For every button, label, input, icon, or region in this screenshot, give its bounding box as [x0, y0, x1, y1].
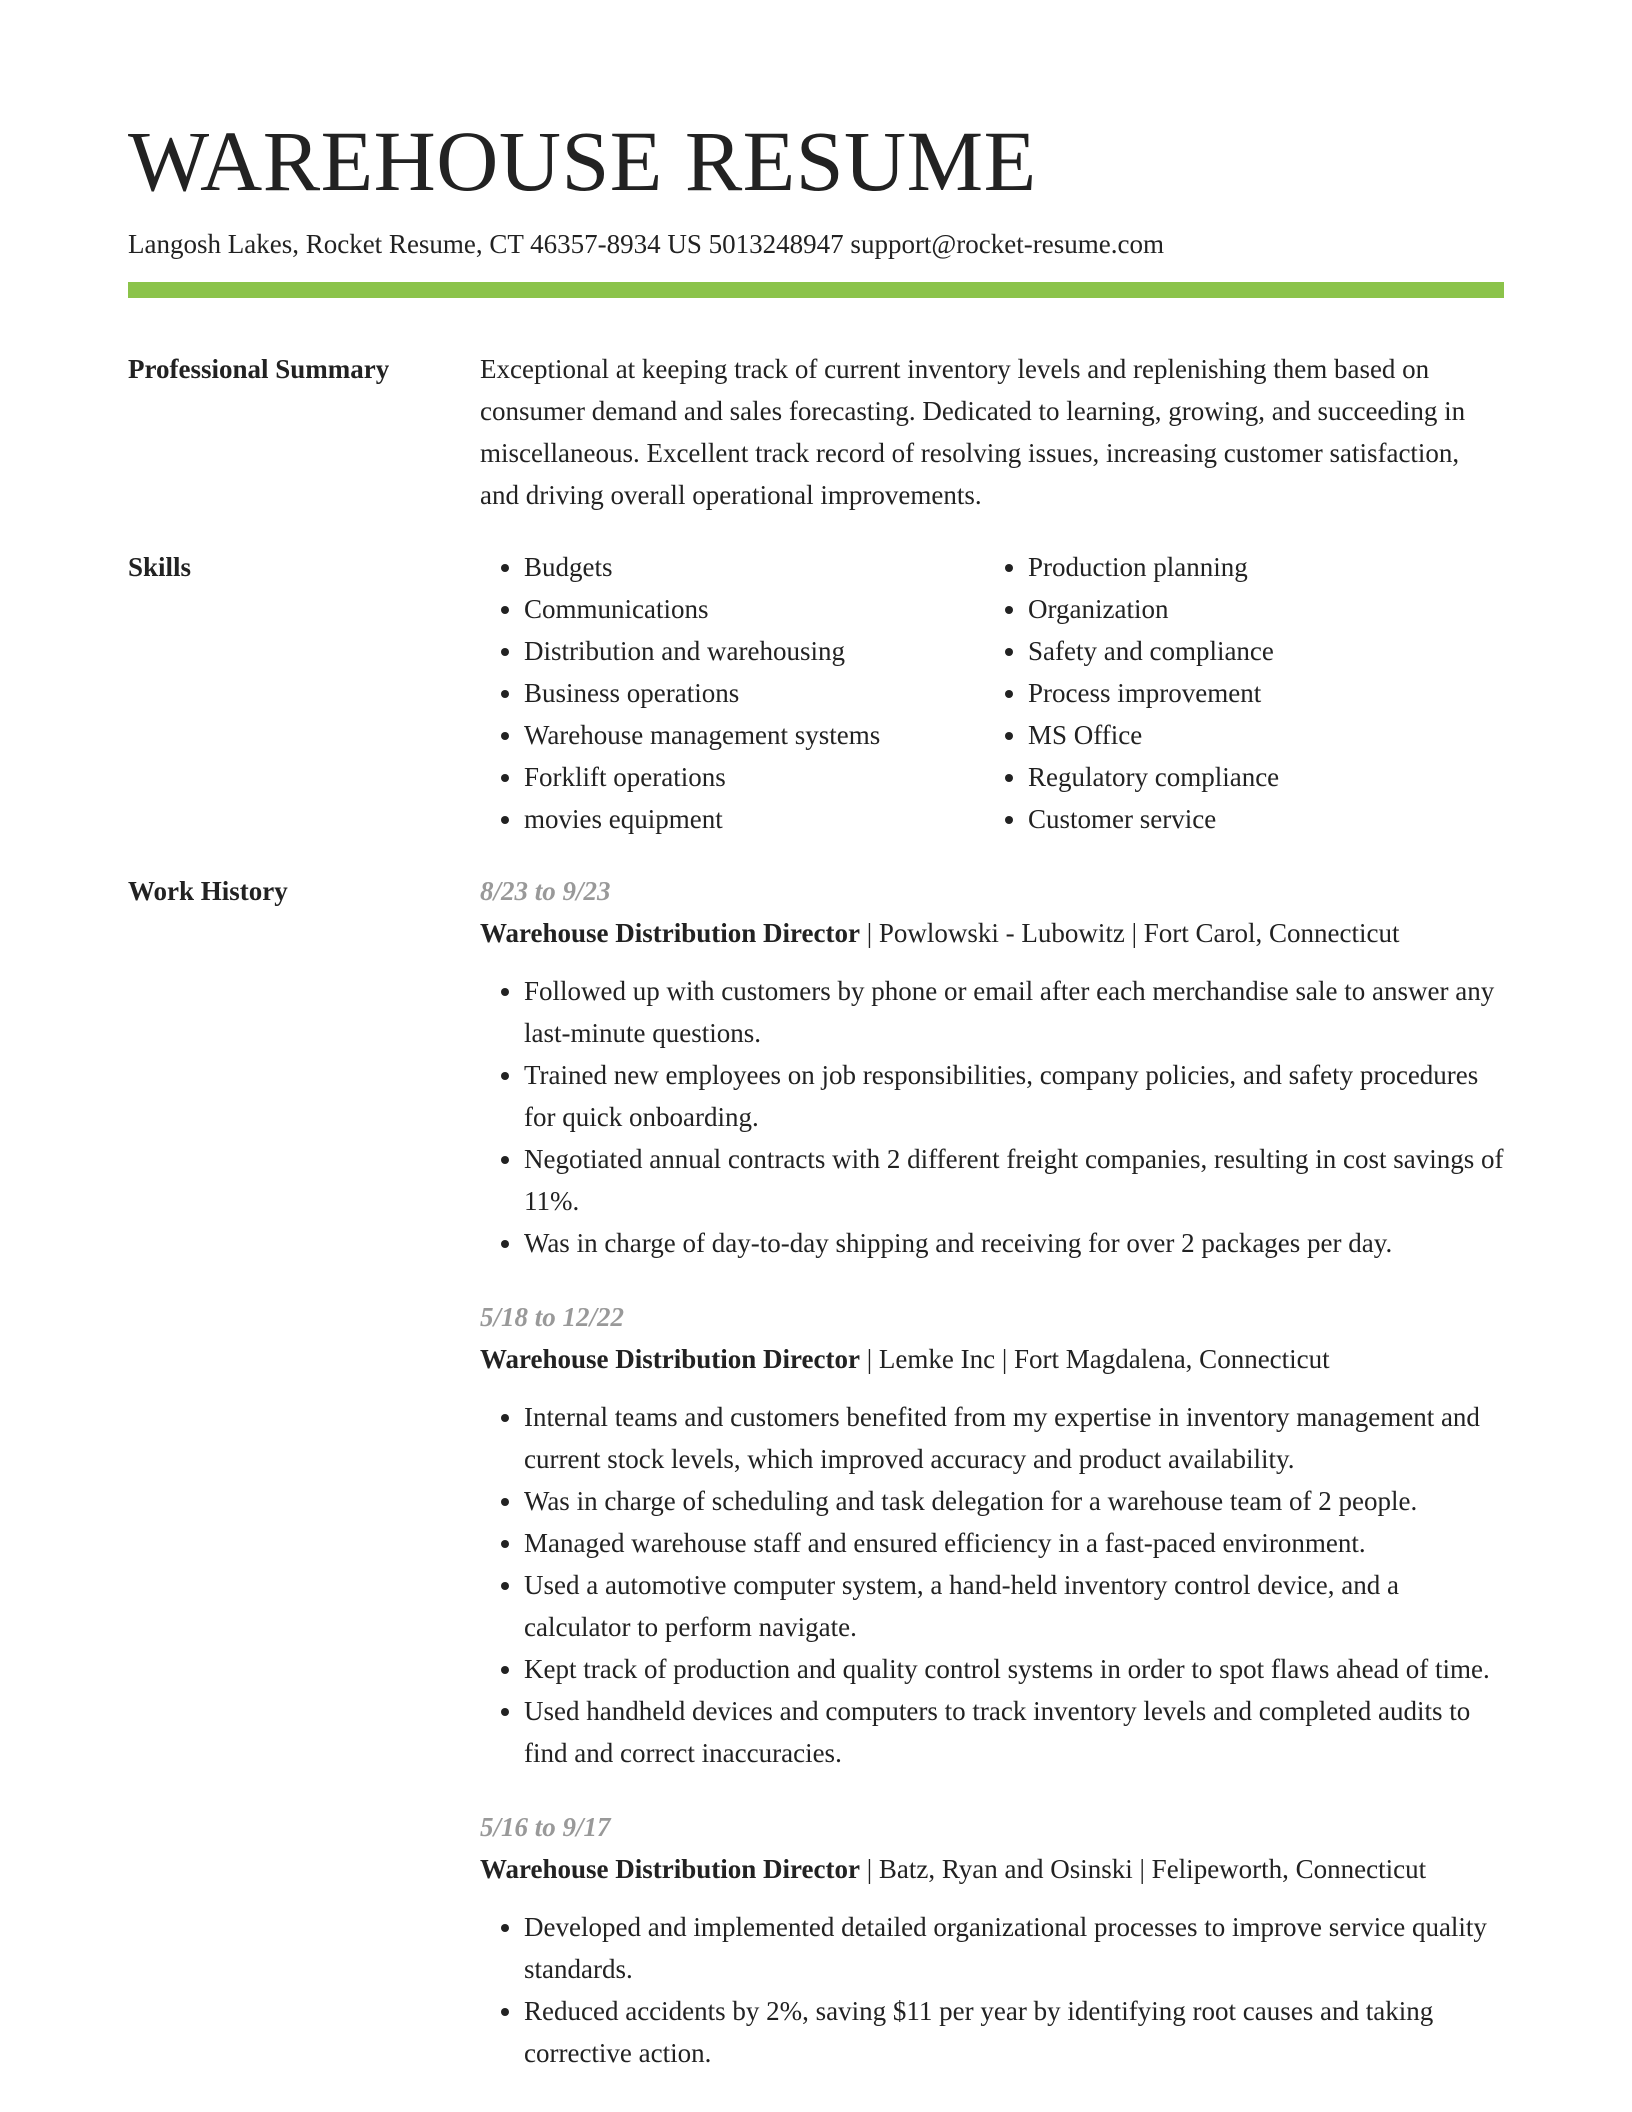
- skill-item: • Safety and compliance: [1028, 630, 1488, 672]
- skills-list-right: [984, 546, 1488, 840]
- job-role-line: [480, 1848, 1504, 1890]
- job-title: Warehouse Distribution Director: [480, 918, 860, 948]
- work-history-heading: Work History: [128, 876, 288, 906]
- job-bullet: • Used handheld devices and computers to track inventory levels and completed audits to find and correct inaccuracies.: [524, 1690, 1504, 1774]
- job-title: Warehouse Distribution Director: [480, 1344, 860, 1374]
- skill-item: • Process improvement: [1028, 672, 1488, 714]
- skill-item: • Distribution and warehousing: [524, 630, 984, 672]
- skills-heading: Skills: [128, 552, 192, 582]
- skill-item: • Customer service: [1028, 798, 1488, 840]
- skill-item: • Forklift operations: [524, 756, 984, 798]
- skill-item: • Regulatory compliance: [1028, 756, 1488, 798]
- job-bullet: • Negotiated annual contracts with 2 different freight companies, resulting in cost savings of 11%.: [524, 1138, 1504, 1222]
- skills-section: [128, 546, 1504, 840]
- job-bullets: [480, 1396, 1504, 1774]
- skill-item: • MS Office: [1028, 714, 1488, 756]
- skill-item: • Budgets: [524, 546, 984, 588]
- skill-item: • Communications: [524, 588, 984, 630]
- job-bullet: • Trained new employees on job responsibilities, company policies, and safety procedures for quick onboarding.: [524, 1054, 1504, 1138]
- skills-columns: [480, 546, 1504, 840]
- job-bullet: • Developed and implemented detailed organizational processes to improve service quality standards.: [524, 1906, 1504, 1990]
- work-history-entries: [480, 870, 1504, 2074]
- accent-divider: [128, 282, 1504, 298]
- job-employer-location: | Batz, Ryan and Osinski | Felipeworth, Connecticut: [859, 1854, 1427, 1884]
- job-bullet: • Was in charge of day-to-day shipping and receiving for over 2 packages per day.: [524, 1222, 1504, 1264]
- job-entry: [480, 1296, 1504, 1774]
- job-bullet: • Kept track of production and quality control systems in order to spot flaws ahead of time.: [524, 1648, 1504, 1690]
- job-dates: 5/18 to 12/22: [480, 1302, 625, 1332]
- work-history-section: [128, 870, 1504, 2074]
- job-bullet: • Internal teams and customers benefited from my expertise in inventory management and current stock levels, which improved accuracy and product availability.: [524, 1396, 1504, 1480]
- job-employer-location: | Lemke Inc | Fort Magdalena, Connecticut: [859, 1344, 1330, 1374]
- skill-item: • Business operations: [524, 672, 984, 714]
- job-title: Warehouse Distribution Director: [480, 1854, 860, 1884]
- job-employer-location: | Powlowski - Lubowitz | Fort Carol, Connecticut: [859, 918, 1400, 948]
- contact-line: Langosh Lakes, Rocket Resume, CT 46357-8934 US 5013248947 support@rocket-resume.com: [128, 229, 1164, 259]
- summary-heading: Professional Summary: [128, 354, 390, 384]
- job-dates: 5/16 to 9/17: [480, 1812, 611, 1842]
- resume-title: WAREHOUSE RESUME: [128, 113, 1037, 209]
- job-dates: 8/23 to 9/23: [480, 876, 611, 906]
- job-bullet: • Used a automotive computer system, a hand-held inventory control device, and a calculator to perform navigate.: [524, 1564, 1504, 1648]
- skill-item: • Organization: [1028, 588, 1488, 630]
- job-bullet: • Was in charge of scheduling and task delegation for a warehouse team of 2 people.: [524, 1480, 1504, 1522]
- job-role-line: [480, 1338, 1504, 1380]
- job-bullet: • Managed warehouse staff and ensured efficiency in a fast-paced environment.: [524, 1522, 1504, 1564]
- skill-item: • Production planning: [1028, 546, 1488, 588]
- job-role-line: [480, 912, 1504, 954]
- summary-section: [128, 348, 1504, 516]
- job-bullets: [480, 970, 1504, 1264]
- job-entry: [480, 1806, 1504, 2074]
- job-bullets: [480, 1906, 1504, 2074]
- summary-text: Exceptional at keeping track of current inventory levels and replenishing them based on consumer demand and sales forecasting. Dedicated to learning, growing, and succeeding in miscellaneous. Excellent track record of resolving issues, increasing customer satisfaction, and driving overall operational improvements.: [480, 354, 1466, 510]
- job-entry: [480, 870, 1504, 1264]
- job-bullet: • Followed up with customers by phone or email after each merchandise sale to answer any last-minute questions.: [524, 970, 1504, 1054]
- skill-item: • movies equipment: [524, 798, 984, 840]
- skills-list-left: [480, 546, 984, 840]
- resume-page: [128, 0, 1504, 2074]
- job-bullet: • Reduced accidents by 2%, saving $11 per year by identifying root causes and taking corrective action.: [524, 1990, 1504, 2074]
- skill-item: • Warehouse management systems: [524, 714, 984, 756]
